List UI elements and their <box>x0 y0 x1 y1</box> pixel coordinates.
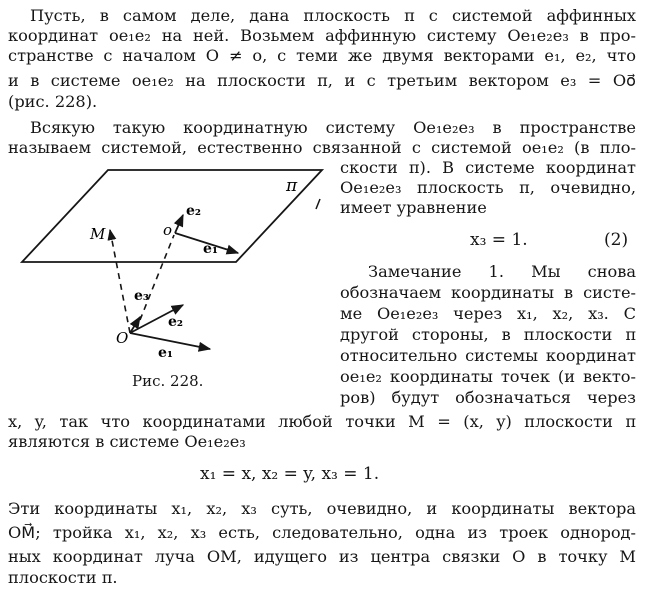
text-line: Эти координаты x₁, x₂, x₃ суть, очевидно, и координаты вектора <box>8 499 636 518</box>
plane-pi <box>22 170 322 262</box>
remark-line: другой стороны, в плоскости π <box>340 325 636 344</box>
label-o: o <box>163 221 173 239</box>
remark-line: Замечание 1. Мы снова <box>368 262 636 281</box>
text-line: имеет уравнение <box>340 198 487 217</box>
text-line: ных координат луча OM, идущего из центра связки O в точку M <box>8 547 636 566</box>
equation-main: x₁ = x, x₂ = y, x₃ = 1. <box>200 464 380 484</box>
text-line: x, y, так что координатами любой точки M = (x, y) плоскости π <box>8 412 636 431</box>
label-M: M <box>90 225 106 243</box>
text-line: Пусть, в самом деле, дана плоскость π с системой аффинных <box>30 6 636 25</box>
vector-e2-top <box>175 215 183 233</box>
text-line: Всякую такую координатную систему Oe₁e₂e₃ в пространстве <box>30 118 636 137</box>
remark-line: oe₁e₂ координаты точек (и векто- <box>340 367 636 386</box>
text-line: (рис. 228). <box>8 92 98 111</box>
label-e2-top: e₂ <box>186 203 202 219</box>
text-line: OM⃗; тройка x₁, x₂, x₃ есть, следовательно, одна из троек однород- <box>8 523 636 542</box>
label-e3: e₃ <box>134 288 150 304</box>
text-line: и в системе oe₁e₂ на плоскости π, и с третьим вектором e₃ = Oo⃗ <box>8 71 636 90</box>
label-O: O <box>116 329 129 347</box>
text-line: скости π). В системе координат <box>340 158 636 177</box>
label-e1-bottom: e₁ <box>158 345 174 361</box>
figure-228 <box>0 165 340 395</box>
remark-line: относительно системы координат <box>340 346 636 365</box>
equation-number: (2) <box>604 230 629 250</box>
dashed-Oo <box>140 235 174 320</box>
text-line: странстве с началом O ≠ o, с теми же двумя векторами e₁, e₂, что <box>8 46 636 65</box>
remark-line: ме Oe₁e₂e₃ через x₁, x₂, x₃. С <box>340 304 636 323</box>
figure-caption: Рис. 228. <box>132 372 204 390</box>
ray-OM <box>110 230 130 333</box>
text-line: называем системой, естественно связанной с системой oe₁e₂ (в пло- <box>8 138 636 157</box>
label-pi: π <box>286 176 298 196</box>
text-line: координат oe₁e₂ на ней. Возьмем аффинную систему Oe₁e₂e₃ в про- <box>8 26 636 45</box>
text-line: являются в системе Oe₁e₂e₃ <box>8 432 246 451</box>
equation-x3: x₃ = 1. <box>470 230 528 250</box>
remark-line: обозначаем координаты в систе- <box>340 283 636 302</box>
label-e1-top: e₁ <box>203 241 219 257</box>
label-e2-bottom: e₂ <box>168 314 184 330</box>
remark-line: ров) будут обозначаться через <box>340 388 636 407</box>
text-line: плоскости π. <box>8 568 118 587</box>
text-line: Oe₁e₂e₃ плоскость π, очевидно, <box>340 178 636 197</box>
